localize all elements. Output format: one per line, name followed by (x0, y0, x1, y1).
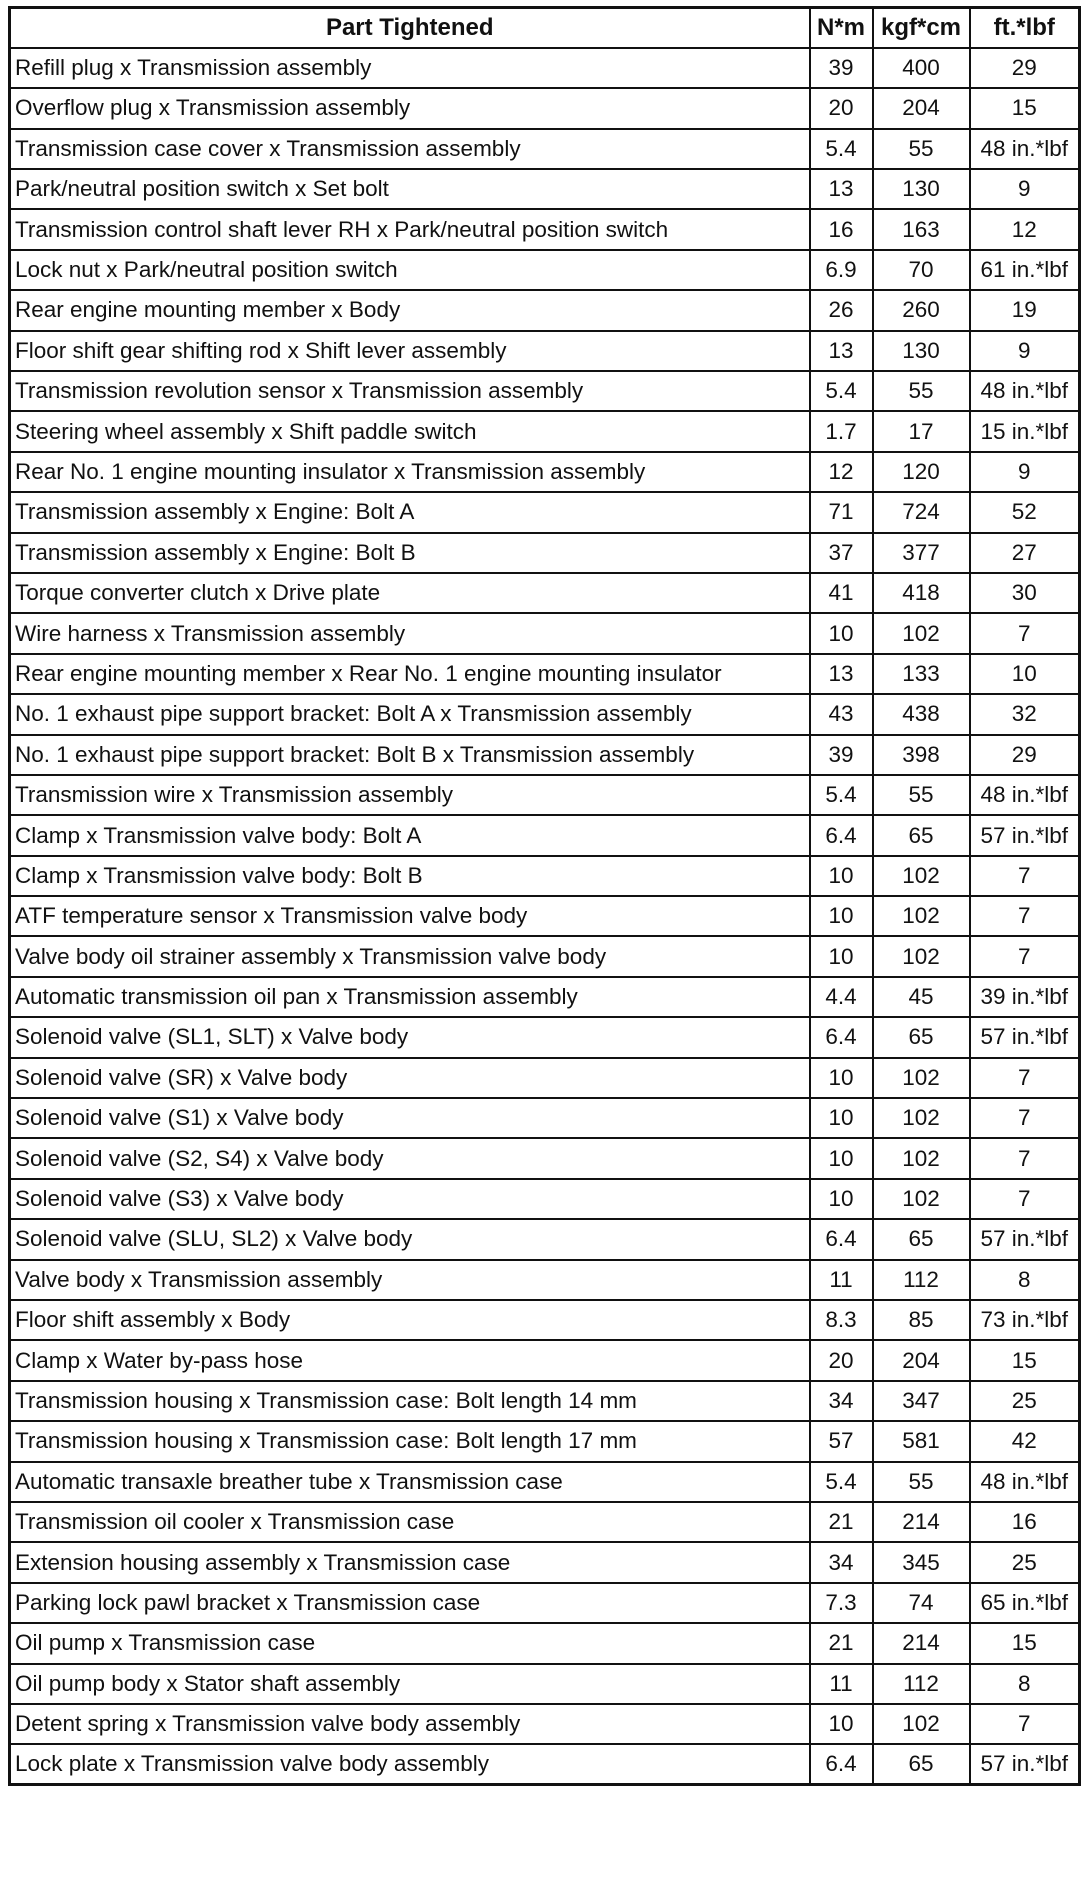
table-row (10, 1502, 1080, 1542)
torque-ft-lbf-cell: 7 (970, 1704, 1080, 1744)
torque-kgf-cm-cell: 214 (873, 1502, 970, 1542)
table-row (10, 209, 1080, 249)
part-tightened-cell: No. 1 exhaust pipe support bracket: Bolt B x Transmission assembly (10, 735, 810, 775)
torque-ft-lbf-cell: 7 (970, 1058, 1080, 1098)
part-tightened-cell: Transmission assembly x Engine: Bolt B (10, 533, 810, 573)
torque-ft-lbf-cell: 9 (970, 452, 1080, 492)
torque-kgf-cm-cell: 65 (873, 815, 970, 855)
torque-ft-lbf-cell: 12 (970, 209, 1080, 249)
torque-kgf-cm-cell: 65 (873, 1017, 970, 1057)
torque-ft-lbf-cell: 9 (970, 331, 1080, 371)
part-tightened-cell: Oil pump body x Stator shaft assembly (10, 1664, 810, 1704)
part-tightened-cell: Transmission housing x Transmission case: Bolt length 14 mm (10, 1381, 810, 1421)
table-row (10, 250, 1080, 290)
torque-nm-cell: 5.4 (810, 775, 873, 815)
torque-ft-lbf-cell: 16 (970, 1502, 1080, 1542)
torque-kgf-cm-cell: 55 (873, 775, 970, 815)
part-tightened-cell: Valve body oil strainer assembly x Transmission valve body (10, 936, 810, 976)
part-tightened-cell: Transmission case cover x Transmission assembly (10, 129, 810, 169)
torque-kgf-cm-cell: 347 (873, 1381, 970, 1421)
table-header-row (10, 8, 1080, 48)
torque-ft-lbf-cell: 61 in.*lbf (970, 250, 1080, 290)
header-kgf-cm: kgf*cm (873, 8, 970, 48)
part-tightened-cell: Transmission housing x Transmission case: Bolt length 17 mm (10, 1421, 810, 1461)
part-tightened-cell: Solenoid valve (S3) x Valve body (10, 1179, 810, 1219)
torque-nm-cell: 20 (810, 88, 873, 128)
torque-ft-lbf-cell: 7 (970, 613, 1080, 653)
torque-nm-cell: 6.9 (810, 250, 873, 290)
torque-nm-cell: 10 (810, 1098, 873, 1138)
torque-kgf-cm-cell: 204 (873, 88, 970, 128)
part-tightened-cell: Transmission oil cooler x Transmission case (10, 1502, 810, 1542)
torque-nm-cell: 5.4 (810, 129, 873, 169)
torque-kgf-cm-cell: 45 (873, 977, 970, 1017)
torque-nm-cell: 34 (810, 1381, 873, 1421)
torque-kgf-cm-cell: 214 (873, 1623, 970, 1663)
torque-kgf-cm-cell: 55 (873, 129, 970, 169)
part-tightened-cell: Extension housing assembly x Transmission case (10, 1542, 810, 1582)
part-tightened-cell: Lock plate x Transmission valve body assembly (10, 1744, 810, 1784)
torque-ft-lbf-cell: 27 (970, 533, 1080, 573)
torque-nm-cell: 6.4 (810, 815, 873, 855)
table-row (10, 1098, 1080, 1138)
torque-kgf-cm-cell: 102 (873, 896, 970, 936)
torque-nm-cell: 16 (810, 209, 873, 249)
table-row (10, 1381, 1080, 1421)
table-body (10, 48, 1080, 1785)
part-tightened-cell: Transmission revolution sensor x Transmission assembly (10, 371, 810, 411)
table-row (10, 1138, 1080, 1178)
torque-ft-lbf-cell: 48 in.*lbf (970, 1462, 1080, 1502)
torque-nm-cell: 6.4 (810, 1017, 873, 1057)
torque-kgf-cm-cell: 74 (873, 1583, 970, 1623)
torque-nm-cell: 21 (810, 1502, 873, 1542)
part-tightened-cell: ATF temperature sensor x Transmission valve body (10, 896, 810, 936)
part-tightened-cell: Torque converter clutch x Drive plate (10, 573, 810, 613)
part-tightened-cell: Parking lock pawl bracket x Transmission case (10, 1583, 810, 1623)
torque-kgf-cm-cell: 581 (873, 1421, 970, 1461)
part-tightened-cell: Rear engine mounting member x Rear No. 1 engine mounting insulator (10, 654, 810, 694)
table-row (10, 169, 1080, 209)
torque-kgf-cm-cell: 130 (873, 331, 970, 371)
torque-specification-table (8, 6, 1081, 1786)
part-tightened-cell: Valve body x Transmission assembly (10, 1260, 810, 1300)
torque-ft-lbf-cell: 57 in.*lbf (970, 1017, 1080, 1057)
part-tightened-cell: Transmission wire x Transmission assembly (10, 775, 810, 815)
torque-kgf-cm-cell: 112 (873, 1664, 970, 1704)
table-row (10, 1542, 1080, 1582)
torque-kgf-cm-cell: 260 (873, 290, 970, 330)
torque-kgf-cm-cell: 55 (873, 371, 970, 411)
torque-kgf-cm-cell: 133 (873, 654, 970, 694)
torque-nm-cell: 10 (810, 1138, 873, 1178)
table-row (10, 775, 1080, 815)
torque-kgf-cm-cell: 398 (873, 735, 970, 775)
torque-ft-lbf-cell: 7 (970, 1138, 1080, 1178)
torque-kgf-cm-cell: 120 (873, 452, 970, 492)
torque-kgf-cm-cell: 204 (873, 1340, 970, 1380)
table-row (10, 1744, 1080, 1784)
torque-ft-lbf-cell: 25 (970, 1381, 1080, 1421)
table-row (10, 1058, 1080, 1098)
torque-kgf-cm-cell: 102 (873, 1704, 970, 1744)
part-tightened-cell: Floor shift gear shifting rod x Shift lever assembly (10, 331, 810, 371)
torque-kgf-cm-cell: 130 (873, 169, 970, 209)
table-row (10, 1300, 1080, 1340)
torque-ft-lbf-cell: 73 in.*lbf (970, 1300, 1080, 1340)
torque-ft-lbf-cell: 52 (970, 492, 1080, 532)
torque-nm-cell: 41 (810, 573, 873, 613)
part-tightened-cell: Rear engine mounting member x Body (10, 290, 810, 330)
table-row (10, 573, 1080, 613)
torque-ft-lbf-cell: 48 in.*lbf (970, 129, 1080, 169)
torque-nm-cell: 34 (810, 1542, 873, 1582)
torque-nm-cell: 13 (810, 169, 873, 209)
torque-kgf-cm-cell: 17 (873, 411, 970, 451)
table-row (10, 1623, 1080, 1663)
torque-ft-lbf-cell: 7 (970, 1179, 1080, 1219)
table-row (10, 654, 1080, 694)
torque-nm-cell: 71 (810, 492, 873, 532)
torque-nm-cell: 11 (810, 1260, 873, 1300)
torque-ft-lbf-cell: 8 (970, 1664, 1080, 1704)
table-row (10, 1583, 1080, 1623)
part-tightened-cell: Steering wheel assembly x Shift paddle switch (10, 411, 810, 451)
part-tightened-cell: Clamp x Transmission valve body: Bolt A (10, 815, 810, 855)
torque-nm-cell: 39 (810, 48, 873, 88)
torque-nm-cell: 5.4 (810, 371, 873, 411)
torque-kgf-cm-cell: 377 (873, 533, 970, 573)
torque-ft-lbf-cell: 19 (970, 290, 1080, 330)
torque-kgf-cm-cell: 400 (873, 48, 970, 88)
torque-ft-lbf-cell: 57 in.*lbf (970, 1219, 1080, 1259)
table-row (10, 290, 1080, 330)
part-tightened-cell: Rear No. 1 engine mounting insulator x Transmission assembly (10, 452, 810, 492)
table-row (10, 815, 1080, 855)
table-row (10, 613, 1080, 653)
part-tightened-cell: Refill plug x Transmission assembly (10, 48, 810, 88)
part-tightened-cell: Solenoid valve (SR) x Valve body (10, 1058, 810, 1098)
part-tightened-cell: Automatic transaxle breather tube x Transmission case (10, 1462, 810, 1502)
torque-nm-cell: 10 (810, 1704, 873, 1744)
table-row (10, 694, 1080, 734)
torque-nm-cell: 10 (810, 896, 873, 936)
torque-nm-cell: 21 (810, 1623, 873, 1663)
torque-nm-cell: 6.4 (810, 1744, 873, 1784)
torque-ft-lbf-cell: 39 in.*lbf (970, 977, 1080, 1017)
torque-kgf-cm-cell: 102 (873, 936, 970, 976)
part-tightened-cell: Detent spring x Transmission valve body assembly (10, 1704, 810, 1744)
table-row (10, 533, 1080, 573)
torque-ft-lbf-cell: 32 (970, 694, 1080, 734)
torque-kgf-cm-cell: 102 (873, 1098, 970, 1138)
torque-kgf-cm-cell: 112 (873, 1260, 970, 1300)
torque-ft-lbf-cell: 8 (970, 1260, 1080, 1300)
torque-kgf-cm-cell: 102 (873, 613, 970, 653)
part-tightened-cell: Wire harness x Transmission assembly (10, 613, 810, 653)
header-part-tightened: Part Tightened (10, 8, 810, 48)
torque-nm-cell: 10 (810, 613, 873, 653)
torque-ft-lbf-cell: 15 (970, 1340, 1080, 1380)
part-tightened-cell: Solenoid valve (S2, S4) x Valve body (10, 1138, 810, 1178)
torque-nm-cell: 10 (810, 856, 873, 896)
torque-kgf-cm-cell: 438 (873, 694, 970, 734)
torque-kgf-cm-cell: 70 (873, 250, 970, 290)
torque-nm-cell: 7.3 (810, 1583, 873, 1623)
torque-ft-lbf-cell: 7 (970, 856, 1080, 896)
torque-nm-cell: 4.4 (810, 977, 873, 1017)
torque-nm-cell: 26 (810, 290, 873, 330)
part-tightened-cell: Solenoid valve (S1) x Valve body (10, 1098, 810, 1138)
table-row (10, 1340, 1080, 1380)
torque-nm-cell: 13 (810, 331, 873, 371)
table-row (10, 977, 1080, 1017)
torque-ft-lbf-cell: 57 in.*lbf (970, 815, 1080, 855)
torque-ft-lbf-cell: 15 in.*lbf (970, 411, 1080, 451)
torque-nm-cell: 10 (810, 1179, 873, 1219)
torque-kgf-cm-cell: 85 (873, 1300, 970, 1340)
table-row (10, 129, 1080, 169)
part-tightened-cell: Clamp x Transmission valve body: Bolt B (10, 856, 810, 896)
torque-nm-cell: 13 (810, 654, 873, 694)
part-tightened-cell: Lock nut x Park/neutral position switch (10, 250, 810, 290)
torque-ft-lbf-cell: 57 in.*lbf (970, 1744, 1080, 1784)
part-tightened-cell: No. 1 exhaust pipe support bracket: Bolt A x Transmission assembly (10, 694, 810, 734)
table-row (10, 411, 1080, 451)
table-row (10, 48, 1080, 88)
torque-kgf-cm-cell: 418 (873, 573, 970, 613)
table-row (10, 1017, 1080, 1057)
torque-ft-lbf-cell: 48 in.*lbf (970, 775, 1080, 815)
part-tightened-cell: Transmission assembly x Engine: Bolt A (10, 492, 810, 532)
part-tightened-cell: Automatic transmission oil pan x Transmission assembly (10, 977, 810, 1017)
header-ft-lbf: ft.*lbf (970, 8, 1080, 48)
table-row (10, 88, 1080, 128)
torque-kgf-cm-cell: 65 (873, 1744, 970, 1784)
torque-ft-lbf-cell: 7 (970, 896, 1080, 936)
torque-nm-cell: 10 (810, 1058, 873, 1098)
table-row (10, 1462, 1080, 1502)
torque-nm-cell: 12 (810, 452, 873, 492)
torque-ft-lbf-cell: 30 (970, 573, 1080, 613)
table-row (10, 936, 1080, 976)
torque-nm-cell: 6.4 (810, 1219, 873, 1259)
torque-ft-lbf-cell: 15 (970, 88, 1080, 128)
part-tightened-cell: Oil pump x Transmission case (10, 1623, 810, 1663)
torque-nm-cell: 39 (810, 735, 873, 775)
torque-ft-lbf-cell: 42 (970, 1421, 1080, 1461)
torque-kgf-cm-cell: 65 (873, 1219, 970, 1259)
torque-nm-cell: 11 (810, 1664, 873, 1704)
torque-nm-cell: 1.7 (810, 411, 873, 451)
part-tightened-cell: Park/neutral position switch x Set bolt (10, 169, 810, 209)
torque-kgf-cm-cell: 724 (873, 492, 970, 532)
torque-ft-lbf-cell: 15 (970, 1623, 1080, 1663)
header-nm: N*m (810, 8, 873, 48)
table-row (10, 371, 1080, 411)
table-row (10, 1664, 1080, 1704)
part-tightened-cell: Transmission control shaft lever RH x Park/neutral position switch (10, 209, 810, 249)
torque-nm-cell: 20 (810, 1340, 873, 1380)
table-row (10, 1421, 1080, 1461)
torque-kgf-cm-cell: 102 (873, 1138, 970, 1178)
torque-kgf-cm-cell: 102 (873, 856, 970, 896)
table-row (10, 1704, 1080, 1744)
torque-ft-lbf-cell: 7 (970, 1098, 1080, 1138)
torque-nm-cell: 8.3 (810, 1300, 873, 1340)
torque-nm-cell: 37 (810, 533, 873, 573)
torque-ft-lbf-cell: 9 (970, 169, 1080, 209)
table-row (10, 896, 1080, 936)
torque-kgf-cm-cell: 102 (873, 1179, 970, 1219)
part-tightened-cell: Clamp x Water by-pass hose (10, 1340, 810, 1380)
table-row (10, 856, 1080, 896)
part-tightened-cell: Solenoid valve (SL1, SLT) x Valve body (10, 1017, 810, 1057)
torque-nm-cell: 57 (810, 1421, 873, 1461)
torque-ft-lbf-cell: 7 (970, 936, 1080, 976)
torque-kgf-cm-cell: 163 (873, 209, 970, 249)
part-tightened-cell: Floor shift assembly x Body (10, 1300, 810, 1340)
part-tightened-cell: Solenoid valve (SLU, SL2) x Valve body (10, 1219, 810, 1259)
table-row (10, 735, 1080, 775)
torque-nm-cell: 5.4 (810, 1462, 873, 1502)
table-row (10, 1219, 1080, 1259)
table-row (10, 1179, 1080, 1219)
table-row (10, 452, 1080, 492)
torque-kgf-cm-cell: 345 (873, 1542, 970, 1582)
table-row (10, 331, 1080, 371)
torque-ft-lbf-cell: 29 (970, 48, 1080, 88)
table-row (10, 492, 1080, 532)
table-row (10, 1260, 1080, 1300)
torque-kgf-cm-cell: 102 (873, 1058, 970, 1098)
torque-nm-cell: 43 (810, 694, 873, 734)
torque-ft-lbf-cell: 25 (970, 1542, 1080, 1582)
part-tightened-cell: Overflow plug x Transmission assembly (10, 88, 810, 128)
torque-ft-lbf-cell: 10 (970, 654, 1080, 694)
torque-ft-lbf-cell: 48 in.*lbf (970, 371, 1080, 411)
torque-ft-lbf-cell: 29 (970, 735, 1080, 775)
torque-nm-cell: 10 (810, 936, 873, 976)
torque-kgf-cm-cell: 55 (873, 1462, 970, 1502)
torque-ft-lbf-cell: 65 in.*lbf (970, 1583, 1080, 1623)
